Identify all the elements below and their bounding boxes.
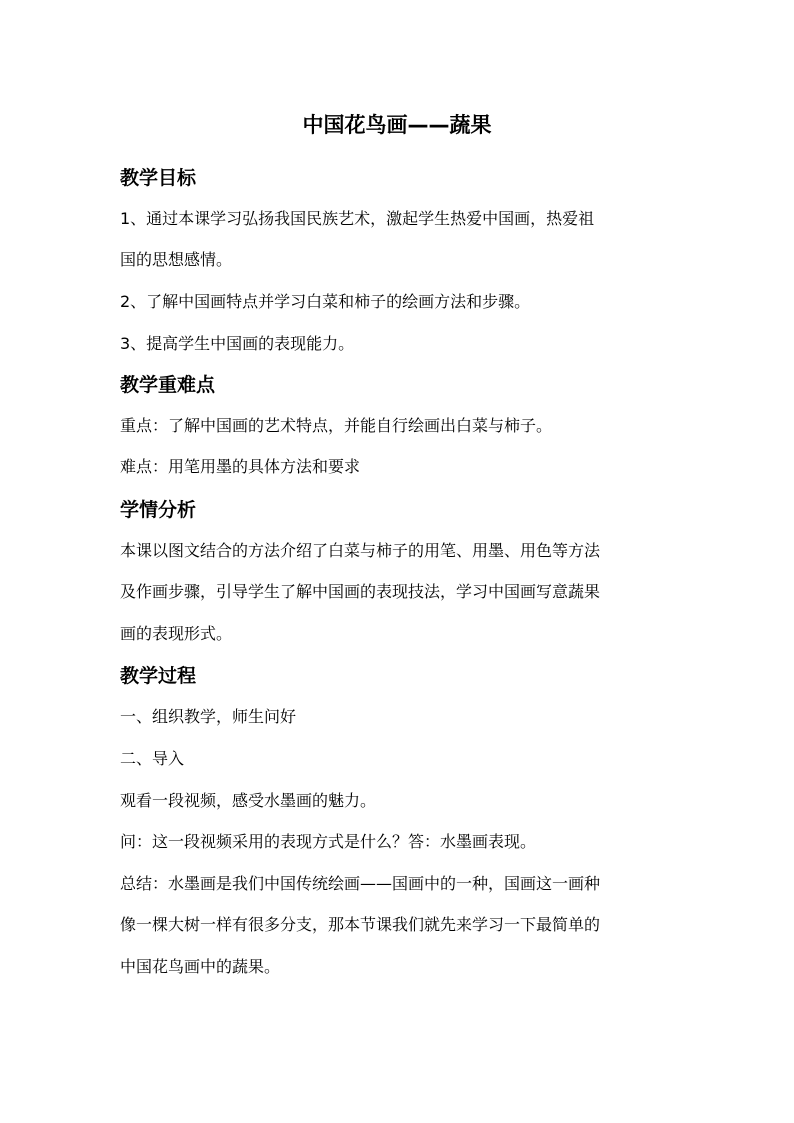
section-heading-key-points: 教学重难点 bbox=[120, 374, 216, 396]
paragraph-line: 问：这一段视频采用的表现方式是什么？答：水墨画表现。 bbox=[120, 832, 537, 851]
paragraph-line: 难点：用笔用墨的具体方法和要求 bbox=[120, 457, 361, 476]
paragraph-line: 总结：水墨画是我们中国传统绘画——国画中的一种，国画这一画种 bbox=[120, 874, 601, 893]
paragraph-line: 画的表现形式。 bbox=[120, 624, 233, 643]
paragraph-line: 国的思想感情。 bbox=[120, 250, 233, 269]
paragraph-line: 3、提高学生中国画的表现能力。 bbox=[120, 334, 355, 353]
paragraph-line: 二、导入 bbox=[120, 749, 185, 768]
paragraph-line: 观看一段视频，感受水墨画的魅力。 bbox=[120, 791, 377, 810]
paragraph-line: 像一棵大树一样有很多分支，那本节课我们就先来学习一下最简单的 bbox=[120, 915, 601, 934]
paragraph-line: 1、通过本课学习弘扬我国民族艺术，激起学生热爱中国画，热爱祖 bbox=[120, 209, 595, 228]
document-title: 中国花鸟画——蔬果 bbox=[302, 113, 492, 137]
section-heading-analysis: 学情分析 bbox=[120, 499, 197, 521]
section-heading-process: 教学过程 bbox=[120, 665, 197, 687]
paragraph-line: 本课以图文结合的方法介绍了白菜与柿子的用笔、用墨、用色等方法 bbox=[120, 541, 601, 560]
paragraph-line: 及作画步骤，引导学生了解中国画的表现技法，学习中国画写意蔬果 bbox=[120, 582, 601, 601]
paragraph-line: 中国花鸟画中的蔬果。 bbox=[120, 957, 281, 976]
paragraph-line: 一、组织教学，师生问好 bbox=[120, 707, 297, 726]
paragraph-line: 2、了解中国画特点并学习白菜和柿子的绘画方法和步骤。 bbox=[120, 292, 531, 311]
section-heading-objectives: 教学目标 bbox=[120, 167, 197, 189]
paragraph-line: 重点：了解中国画的艺术特点，并能自行绘画出白菜与柿子。 bbox=[120, 416, 553, 435]
